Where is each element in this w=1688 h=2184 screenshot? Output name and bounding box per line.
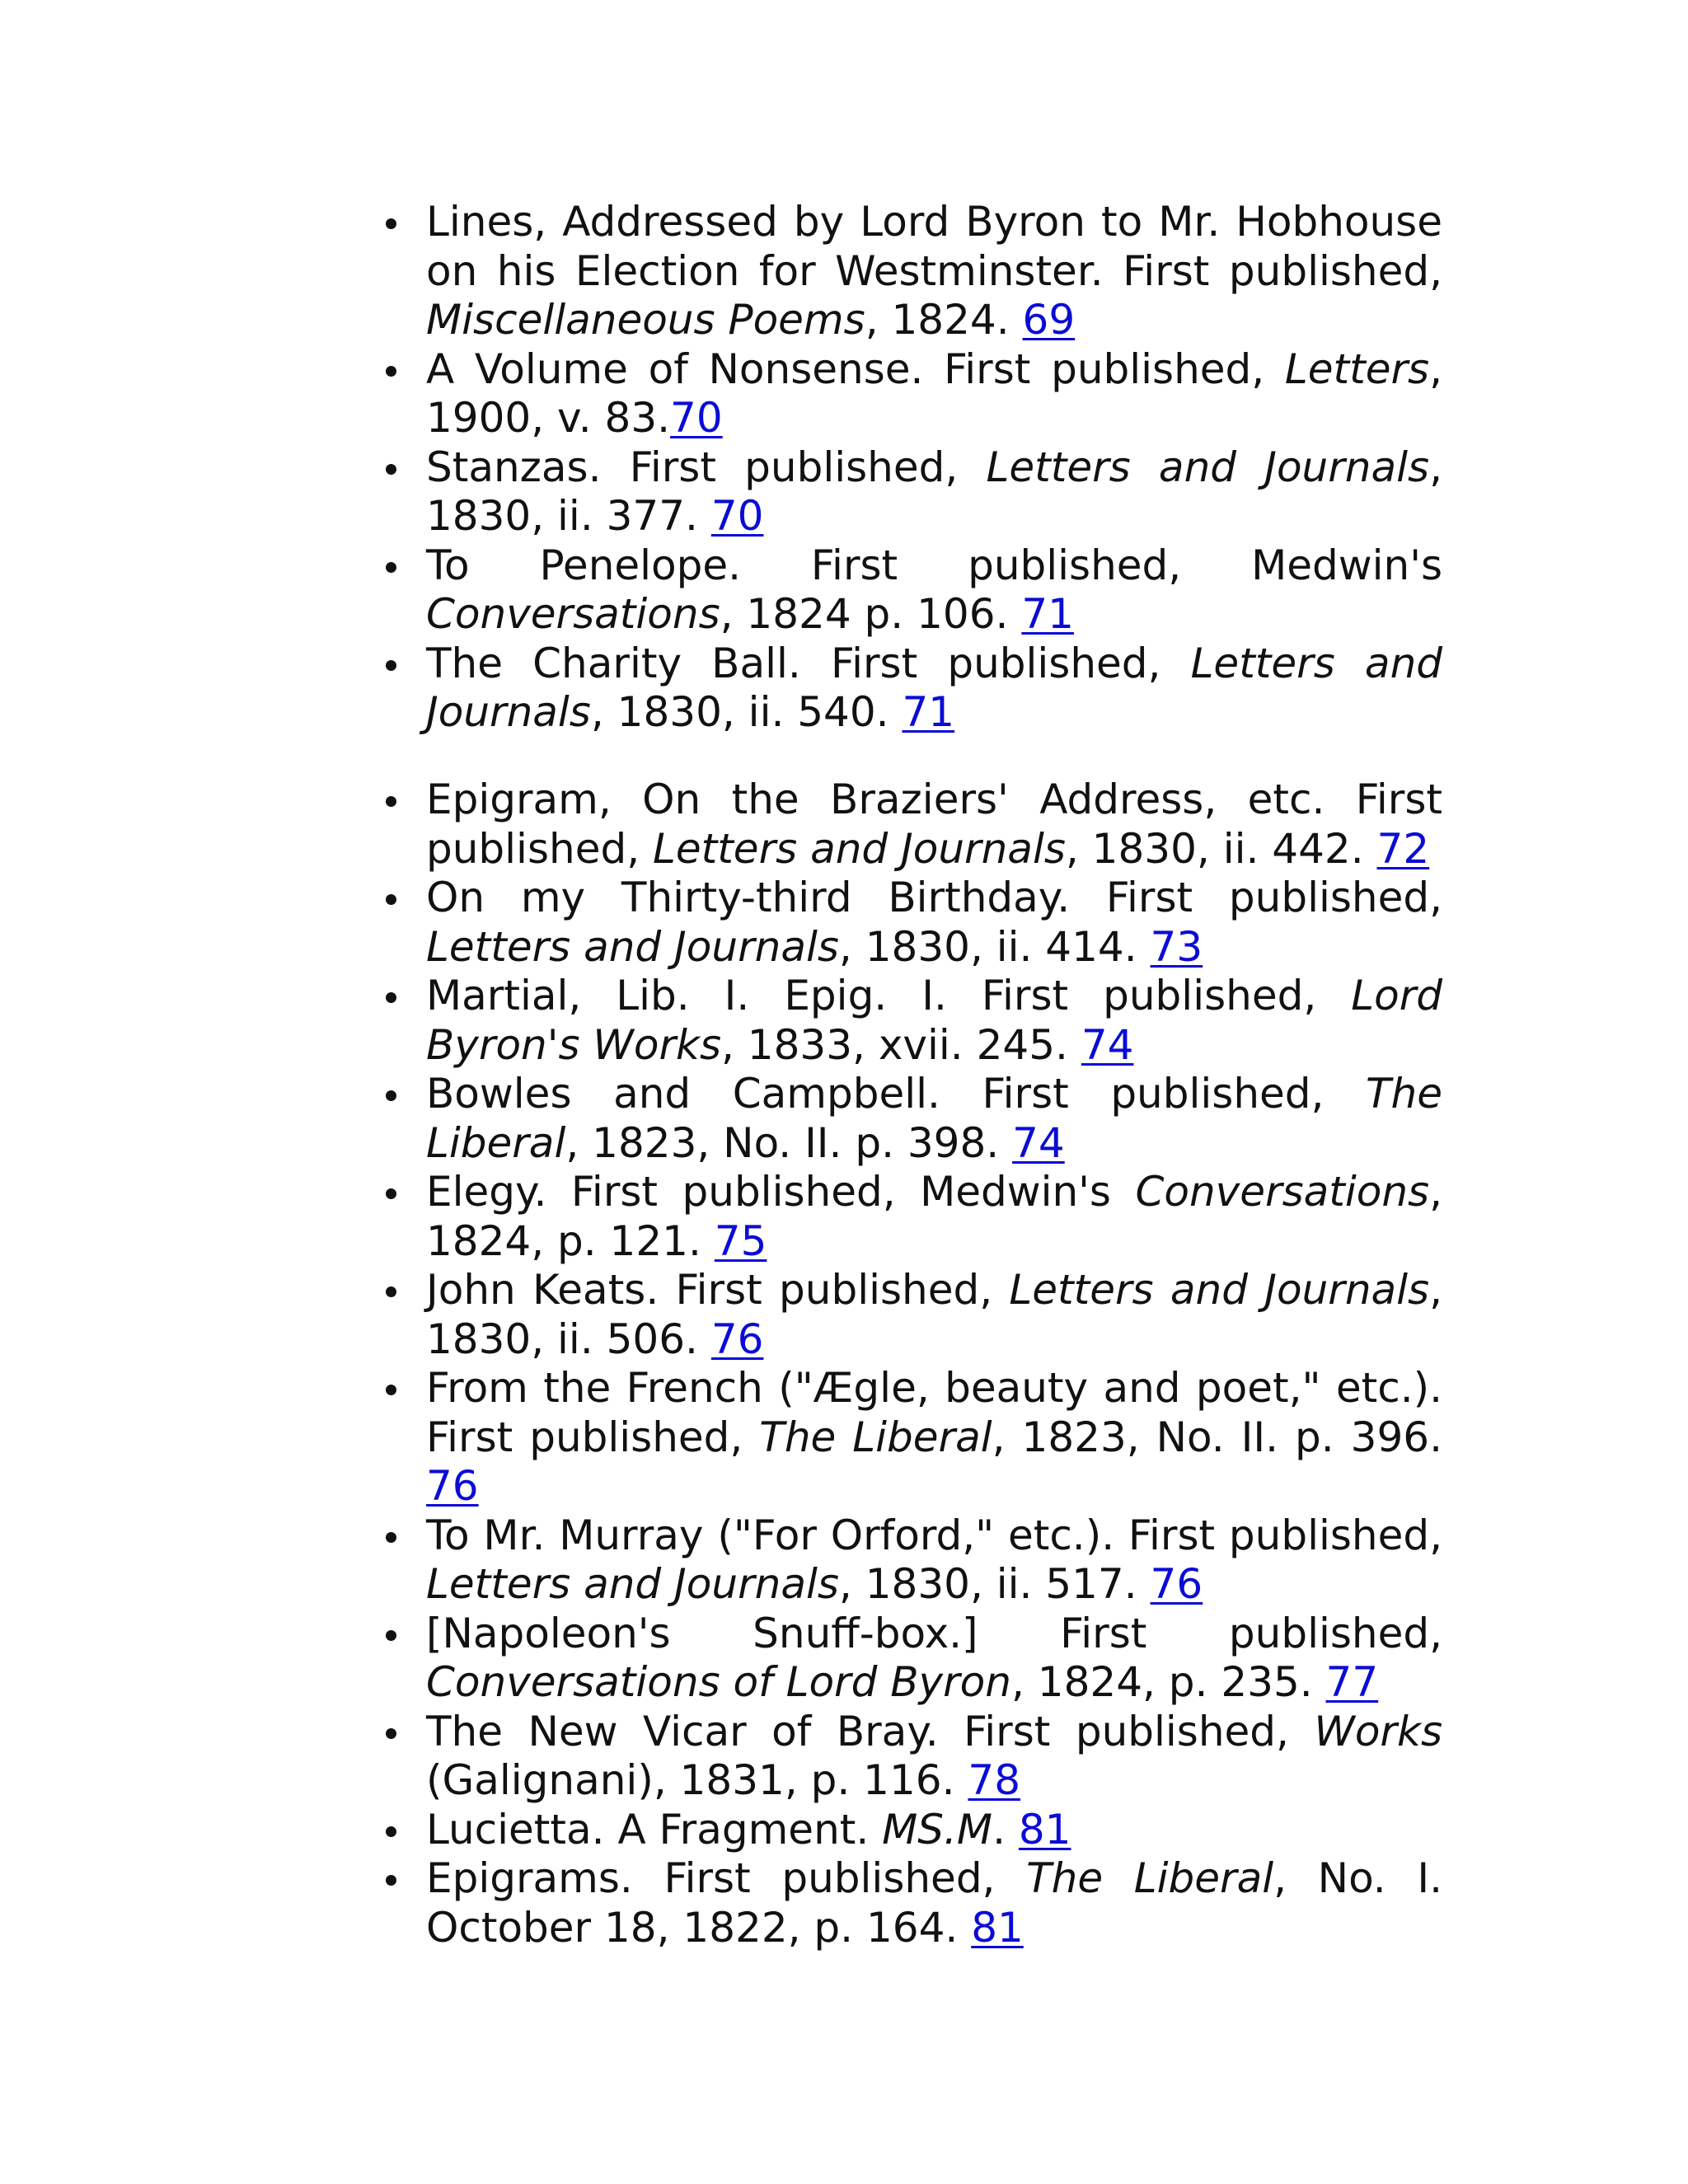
list-item (383, 1511, 1442, 1610)
entry-text: To Mr. Murray ("For Orford," etc.). First published, (426, 1511, 1442, 1559)
entry-details: , 1824. (865, 296, 1023, 344)
list-item (383, 972, 1442, 1070)
entry-details: , 1824, p. 121. (426, 1168, 1442, 1265)
entry-work-title: Letters and Journals (426, 922, 839, 971)
entry-details: , 1830, ii. 414. (838, 922, 1151, 971)
list-item (383, 345, 1442, 443)
page-number-link[interactable]: 71 (1021, 590, 1074, 638)
entry-details: , 1823, No. II. p. 396. (992, 1413, 1442, 1461)
entry-text: Epigram, On the Braziers' Address, etc. First published, (426, 776, 1442, 873)
entry-details: , 1824, p. 235. (1010, 1658, 1326, 1706)
entry-text: Stanzas. First published, (426, 443, 987, 491)
entry-work-title: The Liberal (1026, 1854, 1274, 1902)
page-number-link[interactable]: 78 (968, 1756, 1021, 1804)
entry-work-title: Conversations (1135, 1168, 1430, 1216)
entry-text: Epigrams. First published, (426, 1854, 1027, 1902)
list-item (383, 1364, 1442, 1511)
list-item (383, 1854, 1442, 1952)
contents-list-upper (383, 198, 1442, 738)
list-item (383, 198, 1442, 345)
page-number-link[interactable]: 76 (426, 1462, 479, 1510)
page-number-link[interactable]: 70 (670, 394, 723, 442)
entry-work-title: Miscellaneous Poems (426, 296, 865, 344)
entry-details: . (992, 1805, 1019, 1854)
entry-text: A Volume of Nonsense. First published, (426, 344, 1285, 393)
contents-list-lower (383, 776, 1442, 1952)
list-item (383, 1168, 1442, 1266)
list-item (383, 541, 1442, 640)
entry-text: [Napoleon's Snuff-box.] First published, (426, 1609, 1442, 1657)
entry-text: The New Vicar of Bray. First published, (426, 1707, 1315, 1755)
entry-text: To Penelope. First published, Medwin's (426, 541, 1442, 589)
entry-text: Lucietta. A Fragment. (426, 1805, 883, 1854)
entry-work-title: Letters and Journals (986, 443, 1430, 491)
page-number-link[interactable]: 76 (710, 1315, 764, 1363)
list-item (383, 1266, 1442, 1364)
entry-work-title: Letters (1284, 344, 1430, 393)
list-item (383, 1610, 1442, 1708)
entry-text: Bowles and Campbell. First published, (426, 1070, 1366, 1118)
entry-work-title: Letters and Journals (426, 1560, 839, 1608)
entry-work-title: Letters and Journals (652, 824, 1066, 873)
entry-details: , 1830, ii. 540. (590, 688, 903, 736)
list-item (383, 874, 1442, 972)
page-number-link[interactable]: 71 (902, 688, 955, 736)
entry-work-title: The Liberal (426, 1070, 1442, 1167)
entry-details: , 1830, ii. 517. (838, 1560, 1151, 1608)
entry-text: From the French ("Ægle, beauty and poet," etc.). First published, (426, 1364, 1442, 1461)
page-number-link[interactable]: 75 (714, 1216, 767, 1265)
entry-details: , 1830, ii. 506. (426, 1266, 1442, 1363)
list-item (383, 1070, 1442, 1168)
page-number-link[interactable]: 70 (710, 492, 764, 540)
list-item (383, 443, 1442, 541)
entry-details: , No. I. October 18, 1822, p. 164. (426, 1854, 1442, 1952)
entry-details: , 1830, ii. 442. (1065, 824, 1377, 873)
list-item (383, 1708, 1442, 1806)
entry-text: Martial, Lib. I. Epig. I. First published, (426, 972, 1352, 1019)
list-item (383, 776, 1442, 874)
entry-details: , 1824 p. 106. (720, 590, 1022, 638)
entry-work-title: Letters and Journals (1009, 1266, 1430, 1314)
page-number-link[interactable]: 73 (1150, 922, 1203, 971)
entry-details: , 1900, v. 83. (426, 344, 1442, 442)
page-number-link[interactable]: 81 (971, 1903, 1024, 1952)
page-number-link[interactable]: 81 (1018, 1805, 1071, 1854)
page-number-link[interactable]: 72 (1376, 824, 1430, 873)
entry-work-title: MS.M (882, 1805, 993, 1854)
entry-text: John Keats. First published, (426, 1266, 1010, 1314)
entry-text: The Charity Ball. First published, (426, 639, 1191, 687)
entry-details: , 1833, xvii. 245. (721, 1020, 1081, 1069)
entry-text: Elegy. First published, Medwin's (426, 1168, 1136, 1216)
page-number-link[interactable]: 69 (1022, 296, 1076, 344)
entry-details: (Galignani), 1831, p. 116. (426, 1756, 968, 1804)
entry-work-title: Works (1314, 1707, 1442, 1755)
entry-details: , 1830, ii. 377. (426, 443, 1442, 540)
entry-details: , 1823, No. II. p. 398. (565, 1118, 1013, 1167)
entry-text: Lines, Addressed by Lord Byron to Mr. Hobhouse on his Election for Westminster. First published, (426, 198, 1442, 295)
entry-text: On my Thirty-third Birthday. First published, (426, 874, 1442, 921)
entry-work-title: Lord Byron's Works (426, 972, 1442, 1069)
page-number-link[interactable]: 77 (1325, 1658, 1379, 1706)
list-item (383, 640, 1442, 738)
page-number-link[interactable]: 74 (1012, 1118, 1065, 1167)
page-number-link[interactable]: 76 (1150, 1560, 1203, 1608)
entry-work-title: Letters and Journals (426, 639, 1442, 736)
list-item (383, 1806, 1442, 1855)
page-number-link[interactable]: 74 (1081, 1020, 1134, 1069)
entry-work-title: Conversations (426, 590, 720, 638)
entry-work-title: Conversations of Lord Byron (426, 1658, 1011, 1706)
entry-work-title: The Liberal (759, 1413, 992, 1461)
